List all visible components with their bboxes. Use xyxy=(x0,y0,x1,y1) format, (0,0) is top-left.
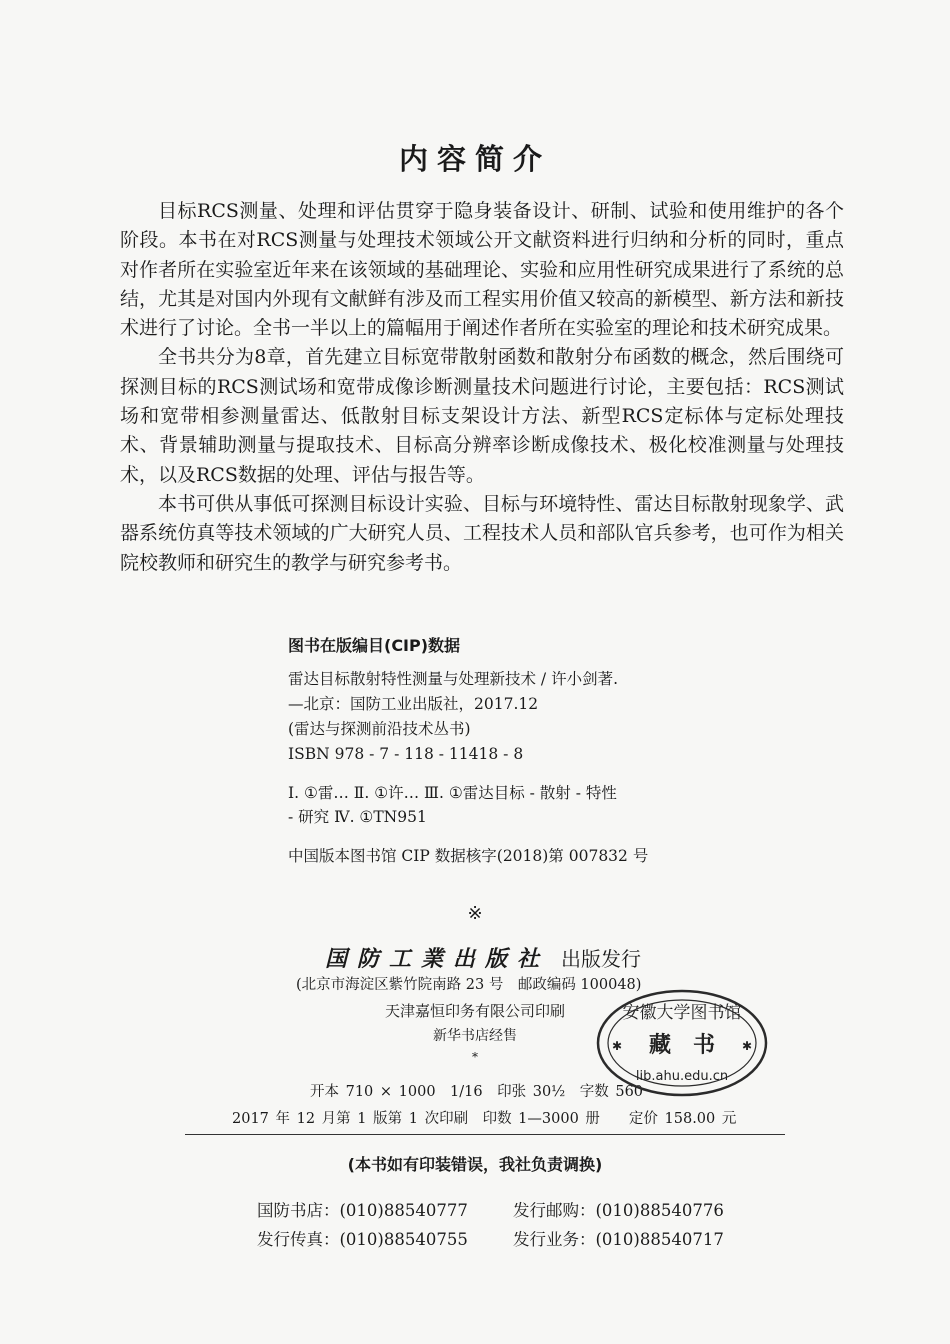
format-spec-line: 开本 710 × 1000 1/16 印张 30½ 字数 560 xyxy=(310,1084,644,1100)
cip-core-number: 中国版本图书馆 CIP 数据核字(2018)第 007832 号 xyxy=(288,847,649,865)
cip-classification-line: - 研究 Ⅳ. ①TN951 xyxy=(288,808,427,826)
library-stamp xyxy=(595,988,770,1098)
contact-business: 发行业务：(010)88540717 xyxy=(513,1230,724,1249)
intro-paragraph: 目标RCS测量、处理和评估贯穿于隐身装备设计、研制、试验和使用维护的各个阶段。本书在对RCS测量与处理技术领域公开文献资料进行归纳和分析的同时，重点对作者所在实验室近年来在该领域的基础理论、实验和应用性研究成果进行了系统的总结，尤其是对国内外现有文献鲜有涉及而工程实用价值又较高的新模型、新方法和新技术进行了讨论。全书一半以上的篇幅用于阐述作者所在实验室的理论和技术研究成果。 xyxy=(120,200,844,340)
stamp-top-text: 安徽大学图书馆 xyxy=(622,1003,742,1023)
stamp-bottom-text: lib.ahu.edu.cn xyxy=(635,1069,729,1084)
cip-series-line: (雷达与探测前沿技术丛书) xyxy=(288,720,471,738)
intro-paragraph: 全书共分为8章，首先建立目标宽带散射函数和散射分布函数的概念，然后围绕可探测目标的RCS测试场和宽带成像诊断测量技术问题进行讨论，主要包括：RCS测试场和宽带相参测量雷达、低散射目标支架设计方法、新型RCS定标体与定标处理技术、背景辅助测量与提取技术、目标高分辨率诊断成像技术、极化校准测量与处理技术，以及RCS数据的处理、评估与报告等。 xyxy=(120,346,844,486)
intro-section xyxy=(120,197,844,578)
stamp-center-text: 藏 书 xyxy=(648,1033,716,1058)
contact-mail-order: 发行邮购：(010)88540776 xyxy=(513,1201,724,1220)
cip-heading: 图书在版编目(CIP)数据 xyxy=(288,636,461,655)
publisher-line xyxy=(325,942,641,973)
intro-paragraph: 本书可供从事低可探测目标设计实验、目标与环境特性、雷达目标散射现象学、武器系统仿真等技术领域的广大研究人员、工程技术人员和部队官兵参考，也可作为相关院校教师和研究生的教学与研究参考书。 xyxy=(120,492,844,574)
separator-mark: ※ xyxy=(467,903,483,924)
error-notice: (本书如有印装错误，我社负责调换) xyxy=(347,1155,603,1174)
stamp-star-left-icon: ✱ xyxy=(611,1039,623,1053)
printer-line: 天津嘉恒印务有限公司印刷 xyxy=(384,1002,565,1020)
publisher-address: (北京市海淀区紫竹院南路 23 号 邮政编码 100048) xyxy=(296,977,642,993)
contact-fax: 发行传真：(010)88540755 xyxy=(257,1230,468,1249)
dot-mark: * xyxy=(472,1050,478,1064)
publisher-suffix: 出版发行 xyxy=(561,947,642,971)
cip-isbn-line: ISBN 978 - 7 - 118 - 11418 - 8 xyxy=(288,745,524,763)
page-title: 内容简介 xyxy=(398,142,551,176)
divider-rule xyxy=(185,1134,785,1135)
cip-title-line: 雷达目标散射特性测量与处理新技术 / 许小剑著. xyxy=(288,670,619,688)
contact-bookstore: 国防书店：(010)88540777 xyxy=(257,1201,468,1220)
stamp-star-right-icon: ✱ xyxy=(741,1039,753,1053)
edition-price-line: 2017 年 12 月第 1 版第 1 次印刷 印数 1—3000 册 定价 158.00 元 xyxy=(232,1111,737,1127)
cip-classification-line: Ⅰ. ①雷… Ⅱ. ①许… Ⅲ. ①雷达目标 - 散射 - 特性 xyxy=(288,784,617,802)
cip-imprint-line: —北京：国防工业出版社，2017.12 xyxy=(288,695,539,713)
publisher-logo-text: 国防工業出版社 xyxy=(325,946,550,972)
seller-line: 新华书店经售 xyxy=(433,1028,517,1044)
